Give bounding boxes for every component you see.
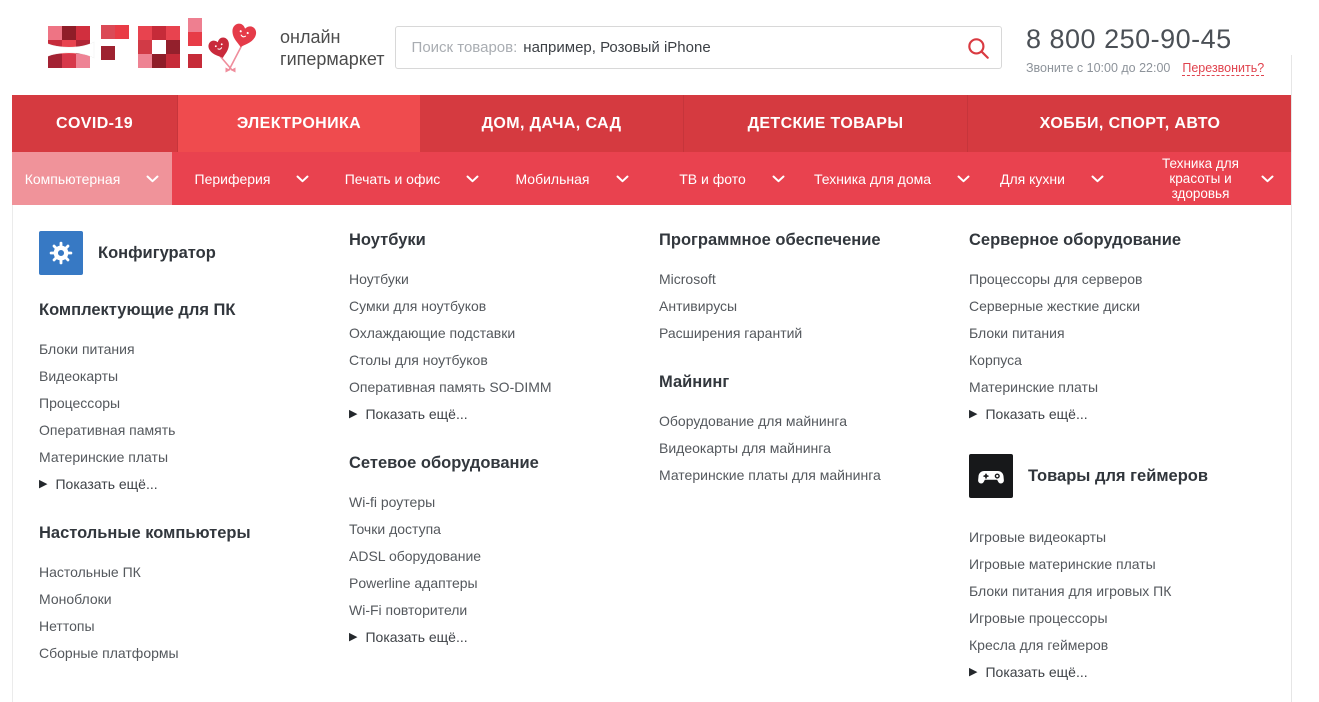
nav-tab[interactable] [684, 95, 968, 152]
menu-column [969, 231, 1279, 702]
menu-item[interactable]: Оборудование для майнинга [659, 413, 848, 429]
phone-block [1026, 20, 1292, 76]
subnav-item[interactable] [172, 152, 332, 205]
show-more-label: Показать ещё... [55, 476, 158, 492]
subnav-item-label: Периферия [194, 170, 271, 187]
chevron-down-icon [466, 175, 479, 183]
menu-item[interactable]: Неттопы [39, 618, 95, 634]
nav-tab-label: ДЕТСКИЕ ТОВАРЫ [747, 114, 904, 132]
menu-item[interactable]: Процессоры [39, 395, 121, 411]
menu-item-list [659, 266, 969, 347]
chevron-down-icon [957, 175, 970, 183]
chevron-down-icon [1261, 175, 1274, 183]
site-header [12, 0, 1292, 95]
menu-column [659, 231, 969, 702]
show-more-arrow-icon: ▶ [969, 408, 978, 420]
menu-section [349, 231, 659, 428]
menu-item[interactable]: Антивирусы [659, 298, 738, 314]
configurator-shortcut[interactable] [39, 231, 349, 275]
chevron-down-icon [616, 175, 629, 183]
subnav-item[interactable] [652, 152, 812, 205]
nav-tab[interactable] [420, 95, 684, 152]
menu-item[interactable]: Процессоры для серверов [969, 271, 1143, 287]
subnav-item-label: Для кухни [1000, 170, 1065, 187]
subnav-item-label: Печать и офис [344, 170, 441, 187]
logo-tagline: онлайн гипермаркет [280, 26, 385, 69]
nav-tab-label: ДОМ, ДАЧА, САД [481, 114, 622, 132]
menu-column [39, 231, 349, 702]
menu-section-title[interactable]: Настольные компьютеры [39, 524, 251, 542]
subnav-item[interactable] [972, 152, 1132, 205]
show-more-link[interactable] [349, 624, 659, 651]
menu-item[interactable]: Кресла для геймеров [969, 637, 1109, 653]
menu-item-list [349, 266, 659, 401]
nav-tab[interactable] [178, 95, 420, 152]
menu-section-title[interactable]: Комплектующие для ПК [39, 301, 236, 319]
nav-tab[interactable] [12, 95, 178, 152]
nav-tab-label: ЭЛЕКТРОНИКА [236, 114, 362, 132]
menu-section-title[interactable]: Серверное оборудование [969, 231, 1182, 249]
show-more-link[interactable] [39, 471, 349, 498]
menu-item[interactable]: Материнские платы [969, 379, 1099, 395]
show-more-arrow-icon: ▶ [349, 408, 358, 420]
menu-section-title[interactable]: Программное обеспечение [659, 231, 881, 249]
menu-item[interactable]: Видеокарты [39, 368, 119, 384]
menu-item[interactable]: Расширения гарантий [659, 325, 803, 341]
show-more-arrow-icon: ▶ [969, 666, 978, 678]
menu-section [659, 231, 969, 347]
menu-item[interactable]: Оперативная память SO-DIMM [349, 379, 552, 395]
page-container [12, 0, 1292, 702]
gear-icon [39, 231, 83, 275]
feature-label: Товары для геймеров [1028, 466, 1209, 485]
subnav-item[interactable] [332, 152, 492, 205]
phone-number: 8 800 250-90-45 [1026, 23, 1232, 54]
subnav-item-label: Мобильная [515, 170, 590, 187]
logo-mosaic-icon [48, 18, 266, 78]
nav-tab-label: COVID-19 [56, 114, 133, 132]
gamer-shortcut[interactable] [969, 454, 1279, 498]
menu-item[interactable]: Материнские платы [39, 449, 169, 465]
subnav-item[interactable] [492, 152, 652, 205]
show-more-label: Показать ещё... [985, 664, 1088, 680]
menu-item[interactable]: Игровые материнские платы [969, 556, 1156, 572]
phone-hours: Звоните с 10:00 до 22:00 [1026, 60, 1171, 75]
menu-item[interactable]: Корпуса [969, 352, 1022, 368]
menu-item[interactable]: Настольные ПК [39, 564, 141, 580]
menu-section-title[interactable]: Сетевое оборудование [349, 454, 539, 472]
chevron-down-icon [296, 175, 309, 183]
menu-item[interactable]: ADSL оборудование [349, 548, 482, 564]
menu-section [659, 373, 969, 489]
chevron-down-icon [146, 175, 159, 183]
menu-item[interactable]: Видеокарты для майнинга [659, 440, 831, 456]
subnav-item-label: ТВ и фото [679, 170, 746, 187]
menu-section [39, 301, 349, 498]
menu-column [349, 231, 659, 702]
menu-item[interactable]: Блоки питания [969, 325, 1065, 341]
show-more-link[interactable] [349, 401, 659, 428]
menu-item-list [969, 524, 1279, 659]
search-button[interactable] [964, 35, 992, 63]
category-subnav [12, 152, 1292, 205]
menu-item[interactable]: Точки доступа [349, 521, 441, 537]
mega-menu-panel [12, 205, 1292, 702]
search-box [395, 26, 1002, 69]
menu-item-list [349, 489, 659, 624]
menu-item-list [969, 266, 1279, 401]
nav-tab-label: ХОББИ, СПОРТ, АВТО [1039, 114, 1221, 132]
show-more-label: Показать ещё... [365, 406, 468, 422]
subnav-item[interactable] [12, 152, 172, 205]
menu-item[interactable]: Wi-Fi повторители [349, 602, 468, 618]
search-placeholder: Поиск товаров: например, Розовый iPhone [411, 39, 711, 56]
chevron-down-icon [772, 175, 785, 183]
menu-item-list [659, 408, 969, 489]
gamepad-icon [969, 454, 1013, 498]
menu-section-title[interactable]: Майнинг [659, 373, 730, 391]
menu-item[interactable]: Игровые процессоры [969, 610, 1108, 626]
menu-section [969, 524, 1279, 686]
menu-item[interactable]: Сборные платформы [39, 645, 179, 661]
show-more-link[interactable] [969, 659, 1279, 686]
menu-item[interactable]: Блоки питания [39, 341, 135, 357]
subnav-item-label: Компьютерная [24, 170, 121, 187]
chevron-down-icon [1091, 175, 1104, 183]
callback-link[interactable]: Перезвонить? [1182, 60, 1265, 75]
feature-label: Конфигуратор [98, 243, 216, 262]
menu-item[interactable]: Powerline адаптеры [349, 575, 478, 591]
menu-section [349, 454, 659, 651]
search-input[interactable] [395, 26, 1002, 69]
nav-tab[interactable] [968, 95, 1292, 152]
menu-item[interactable]: Серверные жесткие диски [969, 298, 1141, 314]
menu-item[interactable]: Моноблоки [39, 591, 112, 607]
menu-item[interactable]: Оперативная память [39, 422, 176, 438]
logo[interactable] [48, 18, 385, 78]
subnav-item[interactable] [812, 152, 972, 205]
menu-item[interactable]: Материнские платы для майнинга [659, 467, 881, 483]
menu-item-list [39, 559, 349, 667]
subnav-item[interactable] [1132, 152, 1292, 205]
menu-item[interactable]: Блоки питания для игровых ПК [969, 583, 1172, 599]
menu-section [39, 524, 349, 667]
page-right-border [1291, 55, 1292, 702]
show-more-arrow-icon: ▶ [39, 478, 48, 490]
subnav-item-label: Техника для дома [813, 170, 932, 187]
menu-item[interactable]: Ноутбуки [349, 271, 409, 287]
menu-item-list [39, 336, 349, 471]
main-nav [12, 95, 1292, 152]
show-more-label: Показать ещё... [365, 629, 468, 645]
menu-section [969, 231, 1279, 428]
show-more-arrow-icon: ▶ [349, 631, 358, 643]
menu-item[interactable]: Столы для ноутбуков [349, 352, 488, 368]
menu-item[interactable]: Сумки для ноутбуков [349, 298, 487, 314]
menu-section-title[interactable]: Ноутбуки [349, 231, 426, 249]
menu-item[interactable]: Охлаждающие подставки [349, 325, 516, 341]
subnav-item-label: Техника для красоты и здоровья [1162, 156, 1239, 201]
menu-item[interactable]: Игровые видеокарты [969, 529, 1107, 545]
menu-item[interactable]: Microsoft [659, 271, 716, 287]
menu-item[interactable]: Wi-fi роутеры [349, 494, 436, 510]
show-more-label: Показать ещё... [985, 406, 1088, 422]
show-more-link[interactable] [969, 401, 1279, 428]
search-icon [965, 35, 991, 61]
